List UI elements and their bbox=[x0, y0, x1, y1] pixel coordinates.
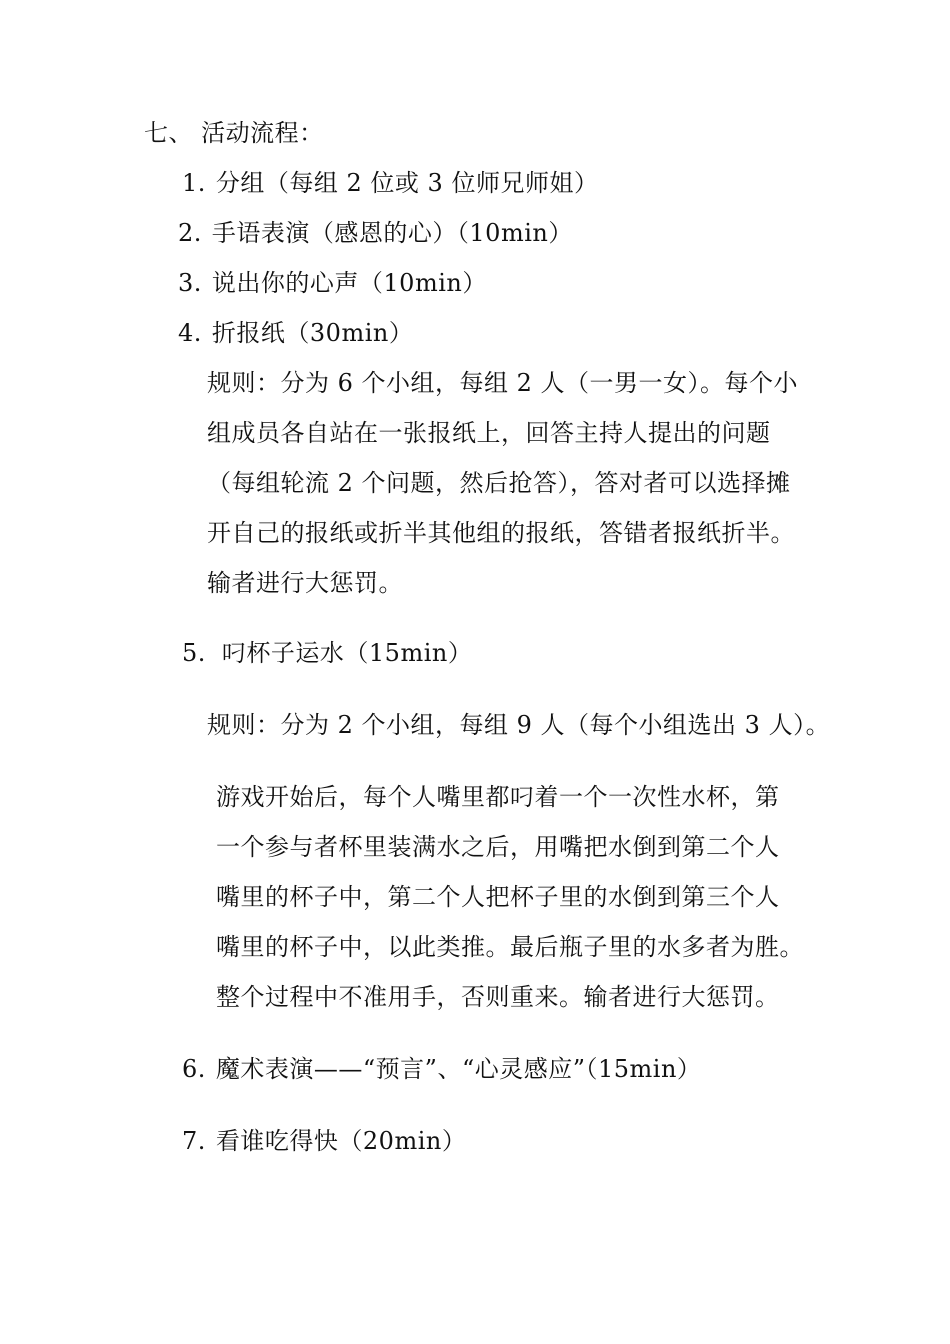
rule-text-line: 开自己的报纸或折半其他组的报纸，答错者报纸折半。 bbox=[207, 519, 795, 547]
item-number: 7. bbox=[182, 1127, 206, 1155]
item-number: 5. bbox=[182, 639, 206, 667]
rule-text-line: 规则：分为 2 个小组，每组 9 人（每个小组选出 3 人）。 bbox=[207, 711, 831, 739]
item-number: 6. bbox=[182, 1055, 206, 1083]
item-number: 1. bbox=[182, 169, 206, 197]
item-number: 4. bbox=[178, 319, 202, 347]
rule-text-line: （每组轮流 2 个问题，然后抢答），答对者可以选择摊 bbox=[207, 469, 791, 497]
item-text: 说出你的心声（10min） bbox=[211, 269, 487, 297]
item-number: 2. bbox=[178, 219, 202, 247]
item-text: 分组（每组 2 位或 3 位师兄师姐） bbox=[215, 169, 599, 197]
rule-detail-line: 嘴里的杯子中，第二个人把杯子里的水倒到第三个人 bbox=[216, 883, 780, 911]
list-item bbox=[182, 638, 472, 668]
list-item bbox=[178, 218, 573, 248]
rule-text-line: 组成员各自站在一张报纸上，回答主持人提出的问题 bbox=[207, 419, 771, 447]
section-title: 七、 活动流程： bbox=[144, 119, 324, 147]
item-text: 叼杯子运水（15min） bbox=[221, 639, 473, 667]
rule-text-line: 输者进行大惩罚。 bbox=[207, 569, 403, 597]
rule-detail-line: 整个过程中不准用手，否则重来。输者进行大惩罚。 bbox=[216, 983, 780, 1011]
list-item bbox=[178, 318, 413, 348]
rule-detail-line: 嘴里的杯子中，以此类推。最后瓶子里的水多者为胜。 bbox=[216, 933, 804, 961]
list-item bbox=[182, 1054, 701, 1084]
rule-text-line: 规则：分为 6 个小组，每组 2 人（一男一女）。每个小 bbox=[207, 369, 799, 397]
item-text: 魔术表演——“预言”、“心灵感应”（15min） bbox=[215, 1055, 702, 1083]
rule-detail-line: 一个参与者杯里装满水之后，用嘴把水倒到第二个人 bbox=[216, 833, 780, 861]
item-text: 看谁吃得快（20min） bbox=[215, 1127, 467, 1155]
rule-detail-line: 游戏开始后，每个人嘴里都叼着一个一次性水杯，第 bbox=[216, 783, 780, 811]
list-item bbox=[182, 168, 598, 198]
item-text: 手语表演（感恩的心）（10min） bbox=[211, 219, 573, 247]
item-number: 3. bbox=[178, 269, 202, 297]
item-text: 折报纸（30min） bbox=[211, 319, 414, 347]
list-item bbox=[178, 268, 487, 298]
list-item bbox=[182, 1126, 466, 1156]
